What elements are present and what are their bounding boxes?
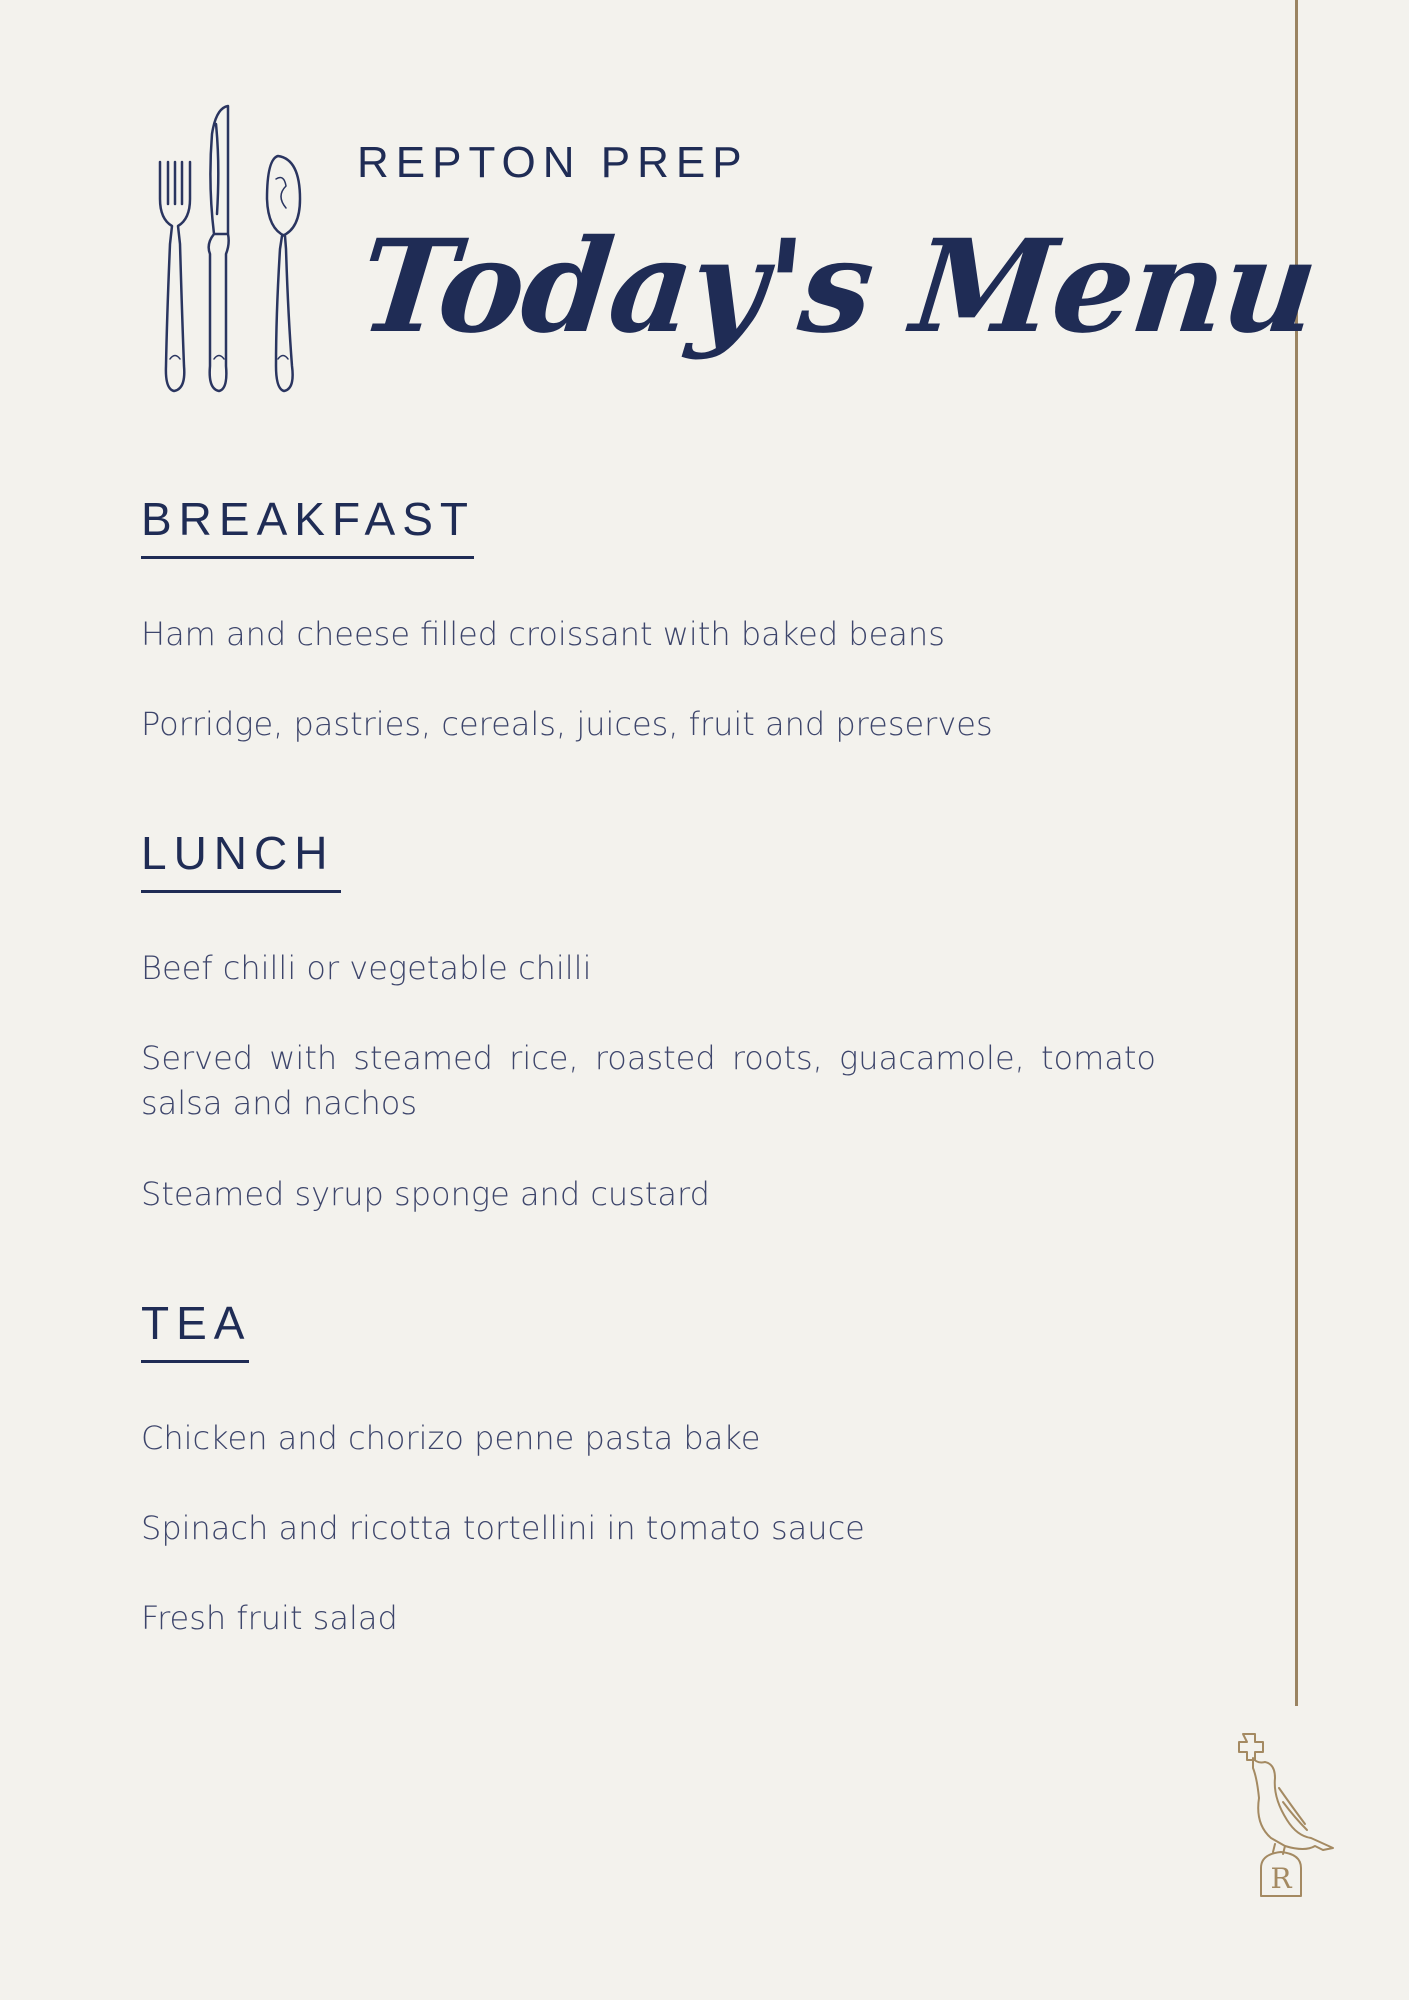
bird-crest-logo-icon bbox=[1235, 1728, 1355, 1908]
lunch-heading: LUNCH bbox=[141, 827, 335, 879]
tea-item: Chicken and chorizo penne pasta bake bbox=[141, 1419, 761, 1457]
tea-item: Fresh fruit salad bbox=[141, 1599, 398, 1637]
cutlery-icon bbox=[150, 104, 310, 394]
tea-heading: TEA bbox=[141, 1297, 252, 1349]
page-title: Today's Menu bbox=[353, 212, 1323, 362]
lunch-item: Beef chilli or vegetable chilli bbox=[141, 949, 592, 987]
breakfast-underline bbox=[141, 556, 474, 559]
crest-letter: R bbox=[1270, 1862, 1292, 1895]
breakfast-item: Porridge, pastries, cereals, juices, fruit and preserves bbox=[141, 705, 993, 743]
lunch-item: Served with steamed rice, roasted roots, guacamole, tomato salsa and nachos bbox=[141, 1039, 1156, 1122]
breakfast-heading: BREAKFAST bbox=[141, 493, 475, 545]
tea-underline bbox=[141, 1360, 249, 1363]
lunch-item: Steamed syrup sponge and custard bbox=[141, 1175, 710, 1213]
school-name: REPTON PREP bbox=[357, 138, 749, 187]
breakfast-item: Ham and cheese filled croissant with baked beans bbox=[141, 615, 945, 653]
knife-icon bbox=[209, 106, 229, 391]
lunch-underline bbox=[141, 890, 341, 893]
tea-item: Spinach and ricotta tortellini in tomato sauce bbox=[141, 1509, 865, 1547]
fork-icon bbox=[160, 162, 190, 391]
